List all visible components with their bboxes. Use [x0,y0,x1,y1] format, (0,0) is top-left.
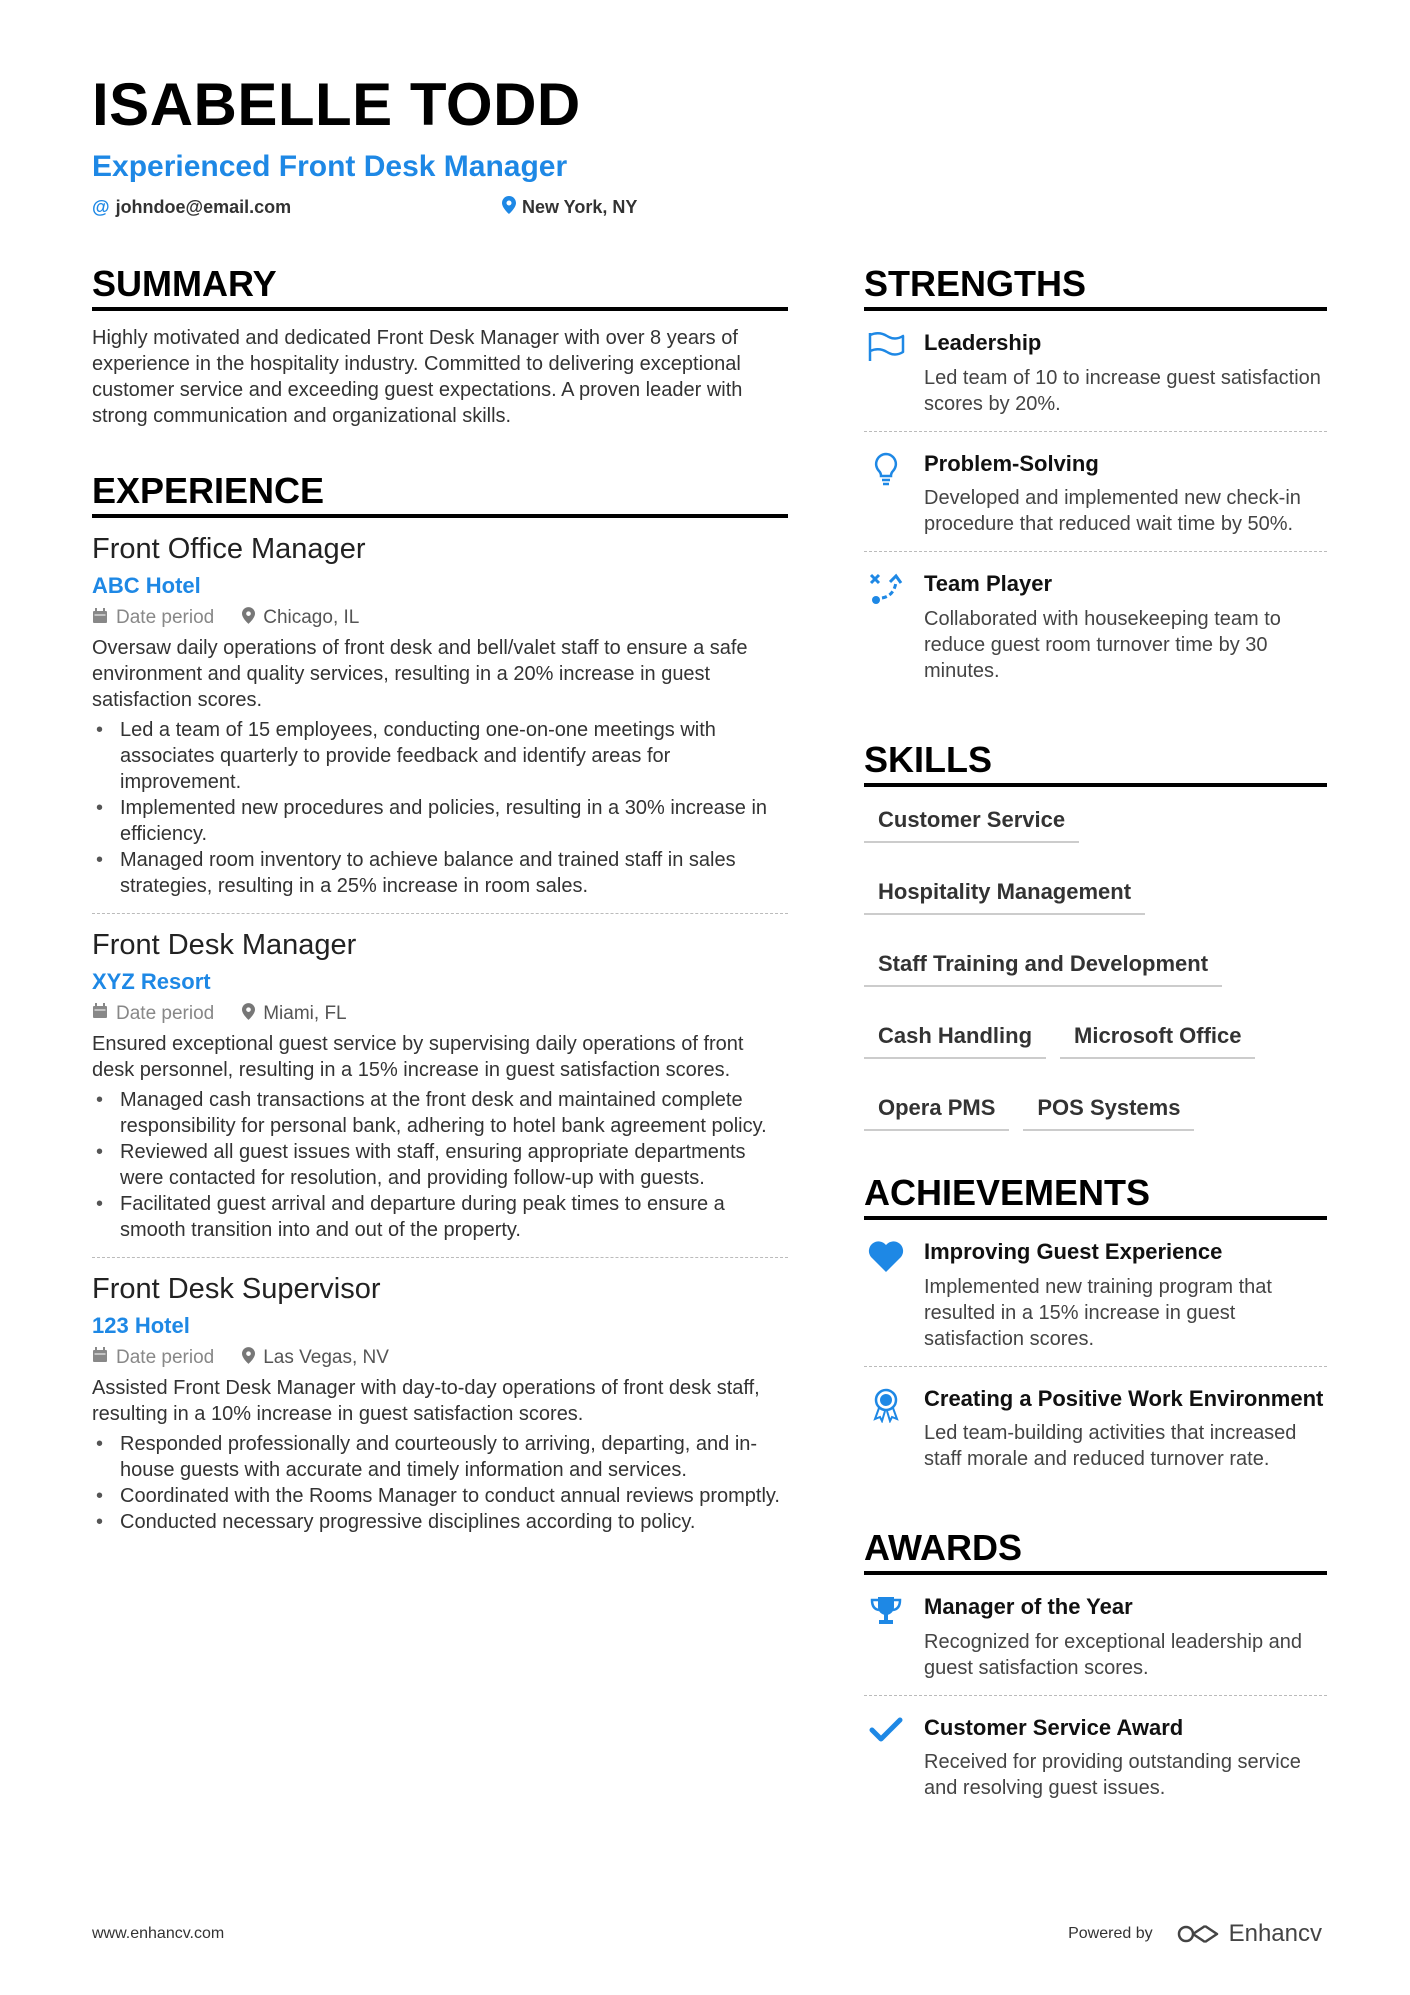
calendar-icon [92,608,108,629]
strength-desc: Collaborated with housekeeping team to reduce guest room turnover time by 30 minutes. [924,607,1281,682]
checkmark-icon [864,1714,908,1802]
job-date: Date period [116,607,215,629]
job-bullets [92,1087,788,1243]
job-bullet: • Led a team of 15 employees, conducting one-on-one meetings with associates quarterly to provide feedback and identify areas for improvement. [92,717,788,795]
skill-tag: Microsoft Office [1060,1023,1255,1059]
contact-email[interactable] [92,196,502,219]
location-pin-icon [242,1003,255,1025]
job-entry [92,1272,788,1549]
company-name: 123 Hotel [92,1312,190,1338]
location-pin-icon [242,1347,255,1369]
achievement-title: Improving Guest Experience [924,1239,1223,1265]
left-column [92,262,788,1589]
strength-title: Leadership [924,330,1042,356]
summary-heading: SUMMARY [92,262,788,311]
job-description: Oversaw daily operations of front desk and bell/valet staff to ensure a safe environment and quality services, resulting in a 20% increase in guest satisfaction scores. [92,637,748,712]
job-description: Assisted Front Desk Manager with day-to-day operations of front desk staff, resulting in a 10% increase in guest satisfaction scores. [92,1376,760,1425]
skill-tag: Opera PMS [864,1095,1009,1131]
summary-text: Highly motivated and dedicated Front Desk Manager with over 8 years of experience in the hospitality industry. Committed to delivering exceptional customer service and exceeding guest expectations. A proven leader with strong communication and organizational skills. [92,327,743,428]
job-entry [92,532,788,914]
award-item [864,1696,1327,1816]
at-sign-icon: @ [92,197,110,217]
job-title: Front Desk Supervisor [92,1272,381,1305]
award-item [864,1575,1327,1696]
skill-tag: Cash Handling [864,1023,1046,1059]
experience-section [92,469,788,1549]
calendar-icon [92,1003,108,1024]
skills-heading: SKILLS [864,738,1327,787]
job-bullet: • Conducted necessary progressive disciplines according to policy. [92,1509,788,1535]
award-title: Manager of the Year [924,1594,1133,1620]
contact-info [92,196,1322,219]
job-bullets [92,1431,788,1535]
skills-section [864,738,1327,1131]
company-name: XYZ Resort [92,968,211,994]
job-bullet: • Coordinated with the Rooms Manager to conduct annual reviews promptly. [92,1483,788,1509]
strength-title: Problem-Solving [924,450,1099,476]
strength-desc: Developed and implemented new check-in procedure that reduced wait time by 50%. [924,487,1301,536]
job-date: Date period [116,1346,215,1368]
award-desc: Recognized for exceptional leadership and guest satisfaction scores. [924,1630,1303,1679]
job-entry [92,928,788,1258]
job-location: Chicago, IL [263,607,360,629]
strength-desc: Led team of 10 to increase guest satisfaction scores by 20%. [924,366,1321,415]
flag-icon [864,329,908,417]
location-text: New York, NY [522,197,638,217]
strengths-section [864,262,1327,698]
footer-website-link[interactable]: www.enhancv.com [92,1925,225,1942]
strategy-icon [864,570,908,684]
job-bullet: • Managed room inventory to achieve balance and trained staff in sales strategies, resulting in a 25% increase in room sales. [92,847,788,899]
candidate-title: Experienced Front Desk Manager [92,150,568,183]
job-bullet: • Facilitated guest arrival and departure during peak times to ensure a smooth transition into and out of the property. [92,1191,788,1243]
skill-tag: Hospitality Management [864,879,1145,915]
job-location: Miami, FL [263,1002,347,1024]
job-meta [92,1003,788,1025]
job-bullet: • Reviewed all guest issues with staff, ensuring appropriate departments were contacted for resolution, and providing follow-up with guests. [92,1139,788,1191]
job-title: Front Desk Manager [92,929,357,962]
enhancv-logo[interactable] [1175,1920,1322,1948]
calendar-icon [92,1347,108,1368]
award-ribbon-icon [864,1385,908,1473]
summary-section [92,262,788,429]
strength-item [864,311,1327,432]
company-name: ABC Hotel [92,573,201,599]
job-location: Las Vegas, NV [263,1346,389,1368]
job-bullet: • Responded professionally and courteously to arriving, departing, and in-house guests with accurate and timely information and services. [92,1431,788,1483]
trophy-icon [864,1593,908,1681]
job-bullet: • Managed cash transactions at the front desk and maintained complete responsibility for personal bank, adhering to hotel bank agreement policy. [92,1087,788,1139]
achievement-title: Creating a Positive Work Environment [924,1385,1324,1411]
contact-location [502,196,637,219]
job-description: Ensured exceptional guest service by supervising daily operations of front desk personnel, resulting in a 15% increase in guest satisfaction scores. [92,1032,744,1081]
achievement-desc: Led team-building activities that increased staff morale and reduced turnover rate. [924,1422,1297,1471]
experience-heading: EXPERIENCE [92,469,788,518]
strength-item [864,432,1327,553]
skill-tag: Customer Service [864,807,1079,843]
skill-tag: POS Systems [1023,1095,1194,1131]
skill-tag: Staff Training and Development [864,951,1222,987]
job-meta [92,607,788,629]
strength-item [864,552,1327,698]
right-column [864,262,1327,1855]
job-date: Date period [116,1002,215,1024]
page-footer [92,1920,1322,1948]
awards-section [864,1526,1327,1815]
achievement-desc: Implemented new training program that resulted in a 15% increase in guest satisfaction scores. [924,1275,1272,1350]
location-pin-icon [502,196,516,219]
achievements-heading: ACHIEVEMENTS [864,1171,1327,1220]
award-title: Customer Service Award [924,1714,1184,1740]
job-title: Front Office Manager [92,533,366,566]
brand-name: Enhancv [1228,1920,1322,1947]
enhancv-logo-icon [1175,1922,1221,1946]
powered-by-label: Powered by [1068,1925,1153,1942]
email-text: johndoe@email.com [115,197,292,217]
job-meta [92,1347,788,1369]
job-bullet: • Implemented new procedures and policies, resulting in a 30% increase in efficiency. [92,795,788,847]
powered-by [1068,1920,1322,1948]
strength-title: Team Player [924,571,1053,597]
resume-header [92,72,1322,219]
achievement-item [864,1220,1327,1367]
achievements-section [864,1171,1327,1486]
achievement-item [864,1367,1327,1487]
award-desc: Received for providing outstanding service and resolving guest issues. [924,1751,1301,1800]
skills-list [864,807,1327,1131]
location-pin-icon [242,607,255,629]
lightbulb-icon [864,450,908,538]
candidate-name: ISABELLE TODD [92,71,581,138]
strengths-heading: STRENGTHS [864,262,1327,311]
heart-icon [864,1238,908,1352]
awards-heading: AWARDS [864,1526,1327,1575]
job-bullets [92,717,788,899]
